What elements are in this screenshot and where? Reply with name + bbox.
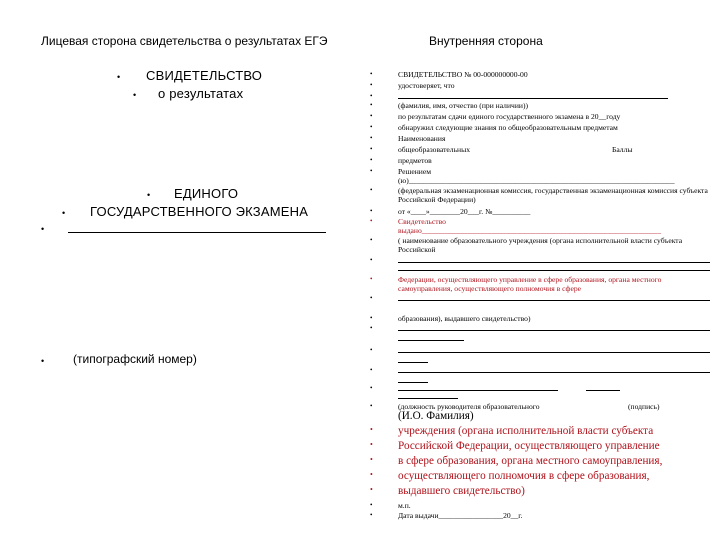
- bullet: •: [370, 207, 373, 215]
- blank-line: [398, 262, 710, 263]
- bullet: •: [370, 256, 373, 264]
- bullet: •: [370, 402, 373, 410]
- decision-text: Решением: [398, 167, 432, 176]
- bullet: •: [62, 208, 66, 218]
- recipient-underline: [68, 232, 326, 233]
- blank-line: [398, 372, 710, 373]
- certificate-subtitle: о результатах: [158, 86, 244, 101]
- cert-number: СВИДЕТЕЛЬСТВО № 00-000000000-00: [398, 70, 528, 79]
- bullet: •: [133, 90, 137, 100]
- front-side-header: Лицевая сторона свидетельства о результатах ЕГЭ: [41, 34, 328, 48]
- bullet: •: [370, 294, 373, 302]
- bullet: •: [370, 186, 373, 194]
- exam-year-text: по результатам сдачи единого государственного экзамена в 20__году: [398, 112, 621, 121]
- bullet: •: [370, 81, 373, 89]
- big-caption-1: учреждения (органа исполнительной власти субъекта: [398, 425, 654, 437]
- blank-line: [398, 340, 464, 341]
- bullet: •: [370, 314, 373, 322]
- bullet: •: [370, 275, 373, 283]
- big-caption-4: осуществляющего полномочия в сфере образования,: [398, 470, 650, 482]
- bullet: •: [147, 190, 151, 200]
- bullet: •: [370, 134, 373, 142]
- bullet: •: [370, 384, 373, 392]
- blank-line: [398, 300, 710, 301]
- fio-caption: (фамилия, имя, отчество (при наличии)): [398, 101, 529, 110]
- bullet: •: [370, 123, 373, 131]
- decision-date: от «____»________20___г. №__________: [398, 207, 531, 216]
- bullet: •: [370, 511, 373, 519]
- subject-header-names: Наименования: [398, 134, 446, 143]
- issue-date: Дата выдачи_________________20__г.: [398, 511, 523, 520]
- big-caption-3: в сфере образования, органа местного самоуправления,: [398, 455, 663, 467]
- commission-line: (ю)______________________________________________________________________: [398, 176, 675, 185]
- blank-line: [398, 398, 458, 399]
- bullet: •: [370, 470, 373, 479]
- exam-title-line1: ЕДИНОГО: [174, 186, 239, 201]
- bullet: •: [370, 156, 373, 164]
- bullet: •: [370, 236, 373, 244]
- blank-line: [398, 352, 710, 353]
- issued-by-line: выдано_______________________________________________________________: [398, 226, 661, 235]
- commission-caption: (федеральная экзаменационная комиссия, государственная экзаменационная комиссия субъекта Российской Федерации): [398, 186, 708, 204]
- bullet: •: [370, 70, 373, 78]
- position-caption: (должность руководителя образовательного: [398, 402, 540, 411]
- bullet: •: [370, 455, 373, 464]
- stamp-place: м.п.: [398, 501, 411, 510]
- bullet: •: [370, 217, 373, 225]
- bullet: •: [370, 366, 373, 374]
- blank-line: [398, 382, 428, 383]
- bullet: •: [41, 356, 45, 366]
- bullet: •: [370, 324, 373, 332]
- bullet: •: [370, 346, 373, 354]
- bullet: •: [41, 224, 45, 234]
- subject-header-general: общеобразовательных: [398, 145, 471, 154]
- bullet: •: [370, 145, 373, 153]
- blank-line: [398, 270, 710, 271]
- inner-side-header: Внутренняя сторона: [429, 34, 543, 48]
- bullet: •: [370, 101, 373, 109]
- knowledge-text: обнаружил следующие знания по общеобразовательным предметам: [398, 123, 618, 132]
- bullet: •: [117, 72, 121, 82]
- initials-caption: (И.О. Фамилия): [398, 410, 474, 422]
- bullet: •: [370, 92, 373, 100]
- position-line: [398, 390, 558, 391]
- bullet: •: [370, 112, 373, 120]
- exam-title-line2: ГОСУДАРСТВЕННОГО ЭКЗАМЕНА: [90, 204, 309, 219]
- bullet: •: [370, 501, 373, 509]
- signature-line: [586, 390, 620, 391]
- inner-side-panel: [366, 0, 716, 540]
- bullet: •: [370, 485, 373, 494]
- blank-line: [398, 330, 710, 331]
- big-caption-2: Российской Федерации, осуществляющего управление: [398, 440, 660, 452]
- bullet: •: [370, 440, 373, 449]
- bullet: •: [370, 167, 373, 175]
- big-caption-5: выдавшего свидетельство): [398, 485, 525, 497]
- name-line: [398, 98, 668, 99]
- score-header: Баллы: [612, 145, 633, 154]
- education-caption: образования), выдавшего свидетельство): [398, 314, 531, 323]
- cert-issued-label: Свидетельство: [398, 217, 446, 226]
- typographic-number: (типографский номер): [73, 352, 197, 366]
- certifies-text: удостоверяет, что: [398, 81, 455, 90]
- subject-header-subjects: предметов: [398, 156, 432, 165]
- federation-caption: Федерации, осуществляющего управление в сфере образования, органа местного самоуправления, осуществляющего полномочия в сфере: [398, 275, 662, 293]
- signature-caption: (подпись): [628, 402, 660, 411]
- institution-caption: ( наименование образовательного учреждения (органа исполнительной власти субъекта Российской: [398, 236, 683, 254]
- bullet: •: [370, 425, 373, 434]
- certificate-title: СВИДЕТЕЛЬСТВО: [146, 68, 263, 83]
- blank-line: [398, 362, 428, 363]
